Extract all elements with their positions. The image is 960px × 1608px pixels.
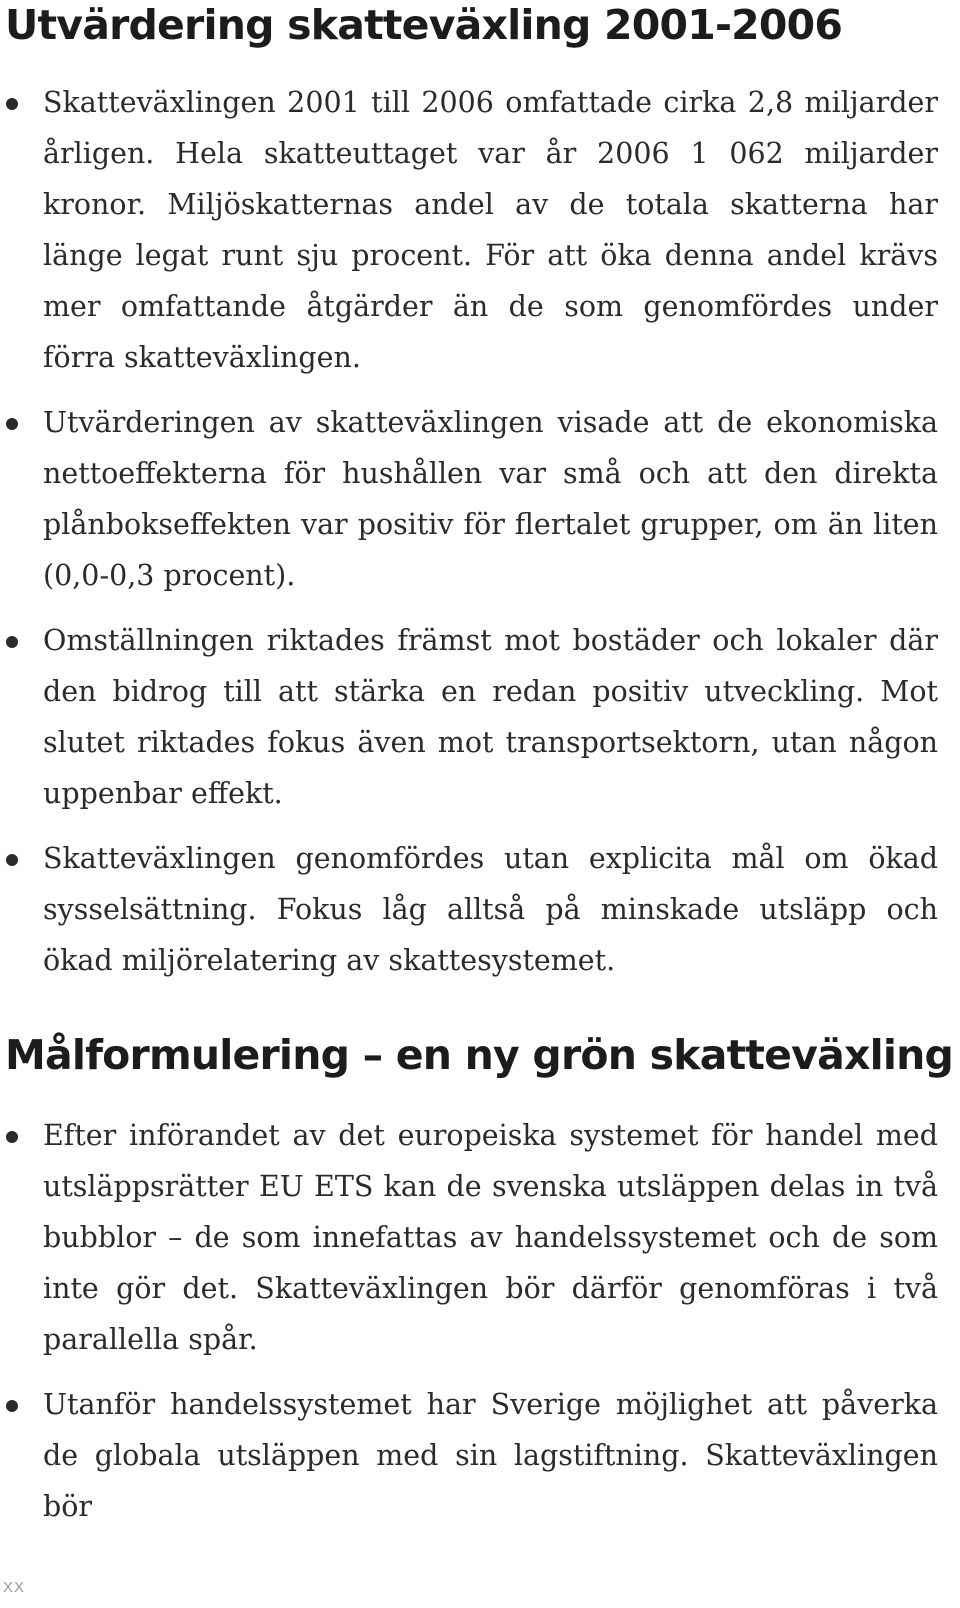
bullet-dot-icon <box>6 854 18 866</box>
bullet-dot-icon <box>6 1400 18 1412</box>
list-item <box>0 615 960 819</box>
list-item-text: Skatteväxlingen 2001 till 2006 omfattade cirka 2,8 miljarder årligen. Hela skatteuttaget var år 2006 1 062 miljarder kronor. Miljöskatternas andel av de totala skatterna har länge legat runt sju procent. För att öka denna andel krävs mer omfattande åtgärder än de som genomfördes under förra skatteväxlingen. <box>43 86 938 374</box>
bullet-dot-icon <box>6 418 18 430</box>
list-item-text: Omställningen riktades främst mot bostäder och lokaler där den bidrog till att stärka en redan positiv utveckling. Mot slutet riktades fokus även mot transportsektorn, utan någon uppenbar effekt. <box>43 624 938 810</box>
bullet-dot-icon <box>6 98 18 110</box>
list-item-text: Skatteväxlingen genomfördes utan explicita mål om ökad sysselsättning. Fokus låg alltså på minskade utsläpp och ökad miljörelatering av skattesystemet. <box>43 842 938 977</box>
list-item <box>0 397 960 601</box>
section-heading-evaluation: Utvärdering skatteväxling 2001-2006 <box>5 1 843 49</box>
list-item-text: Efter införandet av det europeiska systemet för handel med utsläppsrätter EU ETS kan de svenska utsläppen delas in två bubblor – de som innefattas av handelssystemet och de som inte gör det. Skatteväxlingen bör därför genomföras i två parallella spår. <box>43 1119 938 1356</box>
list-item <box>0 833 960 986</box>
list-item <box>0 77 960 383</box>
list-item <box>0 1379 960 1532</box>
bullet-dot-icon <box>6 636 18 648</box>
bullet-list-evaluation <box>0 77 960 1000</box>
list-item-text: Utanför handelssystemet har Sverige möjlighet att påverka de globala utsläppen med sin lagstiftning. Skatteväxlingen bör <box>43 1388 938 1523</box>
page-number-marker: XX <box>3 1579 26 1596</box>
bullet-list-goals <box>0 1110 960 1546</box>
list-item-text: Utvärderingen av skatteväxlingen visade att de ekonomiska nettoeffekterna för hushållen var små och att den direkta plånbokseffekten var positiv för flertalet grupper, om än liten (0,0-0,3 procent). <box>43 406 938 592</box>
section-heading-goals: Målformulering – en ny grön skatteväxling <box>5 1031 954 1079</box>
list-item <box>0 1110 960 1365</box>
bullet-dot-icon <box>6 1131 18 1143</box>
